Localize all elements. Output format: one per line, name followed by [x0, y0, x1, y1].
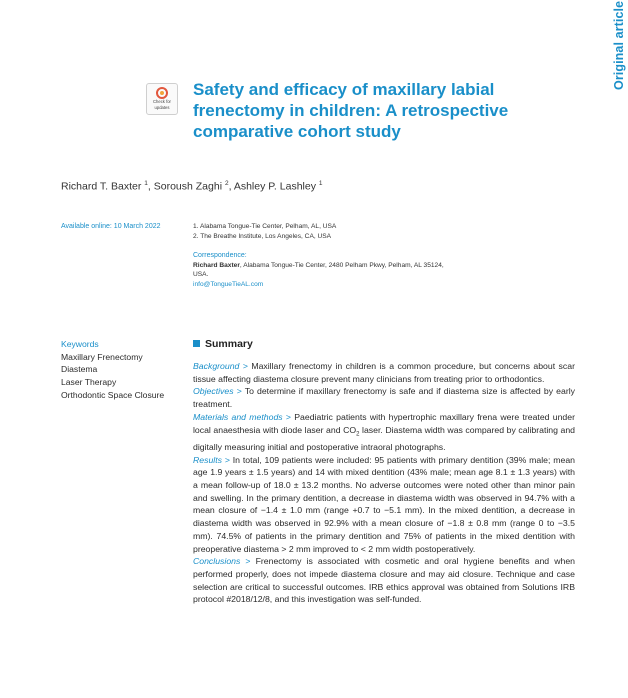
author-name: Richard T. Baxter	[61, 180, 142, 193]
author-affiliation-marker: 1	[318, 180, 323, 187]
arrow-icon: >	[245, 556, 251, 567]
arrow-icon: >	[224, 454, 230, 465]
summary-methods	[193, 411, 575, 454]
objectives-text: To determine if maxillary frenectomy is safe and if diastema size is affected by early treatment.	[193, 386, 575, 410]
affiliations	[193, 222, 336, 242]
methods-text-before: Paediatric patients with hypertrophic maxillary frena were treated under local anaesthesia with diode laser and CO	[193, 411, 575, 435]
summary-body	[193, 360, 575, 606]
article-type-text: Original article	[612, 0, 626, 90]
author-list: Richard T. Baxter $^1$, Soroush Zaghi $^2$, Ashley P. Lashley $^1$	[61, 180, 323, 193]
summary-objectives	[193, 385, 575, 410]
summary-heading-text: Summary	[205, 338, 253, 350]
article-title: Safety and efficacy of maxillary labial frenectomy in children: A retrospective comparative cohort study	[193, 80, 509, 141]
keywords-heading: Keywords	[61, 339, 99, 349]
author-name: Soroush Zaghi	[153, 180, 223, 193]
summary-background	[193, 360, 575, 385]
badge-text-line2: updates	[154, 104, 170, 110]
author-name: Ashley P. Lashley	[233, 180, 316, 193]
correspondence-block	[193, 251, 473, 289]
summary-heading	[193, 338, 253, 350]
correspondence-address	[193, 261, 473, 271]
methods-text-after: laser. Diastema width was compared by calibrating and digitally measuring initial and postoperative intraoral photographs.	[193, 424, 575, 452]
correspondence-email-link[interactable]: info@TongueTieAL.com	[193, 280, 264, 288]
summary-conclusions	[193, 555, 575, 606]
results-label: Results	[193, 454, 222, 465]
conclusions-label: Conclusions	[193, 556, 241, 567]
objectives-label: Objectives	[193, 386, 234, 397]
correspondence-heading: Correspondence:	[193, 252, 247, 259]
background-label: Background	[193, 361, 240, 371]
correspondence-address-line1: , Alabama Tongue-Tie Center, 2480 Pelham Pkwy, Pelham, AL 35124,	[239, 261, 444, 269]
keyword-item: Diastema	[61, 364, 98, 375]
results-text: In total, 109 patients were included: 95 patients with primary dentition (39% male; mean age 1.9 years ± 1.5 years) and 14 with mixed dentition (43% male; mean age 8.1 ± 1.3 years) with a mean follow-up of 18.0 ± 13.2 months. No adverse outcomes were noted other than minor pain and swelling. In the primary dentition, a decrease in diastema width was observed in 94.7% with a mean closure of −1.4 ± 1.0 mm (range +0.7 to −5.1 mm). In the mixed dentition, a decrease in diastema width was observed in 92.9% with a mean closure of −1.8 ± 0.8 mm (range 0 to −3.5 mm). 74.5% of patients in the primary dentition and 75% of patients in the mixed dentition with preoperative diastema > 2 mm improved to < 2 mm width postoperatively.	[193, 454, 575, 554]
badge-text-line1: Check for	[153, 99, 171, 104]
summary-results	[193, 454, 575, 556]
background-text: Maxillary frenectomy in children is a common procedure, but concerns about scar tissue affecting diastema closure prevent many clinicians from treating prior to orthodontics.	[193, 361, 575, 384]
section-marker-icon	[193, 340, 200, 347]
methods-subscript: 2	[356, 431, 360, 438]
arrow-icon: >	[236, 386, 242, 397]
affiliation-item: 2. The Breathe Institute, Los Angeles, CA, USA	[193, 233, 332, 240]
keywords-block	[61, 338, 164, 402]
affiliation-item: 1. Alabama Tongue-Tie Center, Pelham, AL, USA	[193, 223, 337, 230]
arrow-icon: >	[242, 361, 248, 371]
author-affiliation-marker: 2	[224, 180, 229, 187]
keyword-item: Maxillary Frenectomy	[61, 351, 143, 362]
keyword-item: Laser Therapy	[61, 377, 117, 388]
check-for-updates-badge[interactable]	[146, 83, 178, 115]
methods-label: Materials and methods	[193, 411, 283, 422]
author-affiliation-marker: 1	[144, 180, 148, 187]
arrow-icon: >	[285, 411, 291, 422]
conclusions-text: Frenectomy is associated with cosmetic and oral hygiene benefits and when performed properly, does not impede diastema closure and may aid closure. Technique and case selection are critical to successful outcomes. IRB ethics approval was obtained from Solutions IRB protocol #2018/12/8, and this investigation was self-funded.	[193, 556, 575, 605]
correspondence-address-line2: USA.	[193, 271, 209, 278]
available-online-date: Available online: 10 March 2022	[61, 223, 161, 230]
update-check-icon	[156, 87, 168, 99]
keyword-item: Orthodontic Space Closure	[61, 389, 165, 400]
correspondence-name: Richard Baxter	[193, 261, 240, 269]
article-type-label	[606, 0, 628, 100]
